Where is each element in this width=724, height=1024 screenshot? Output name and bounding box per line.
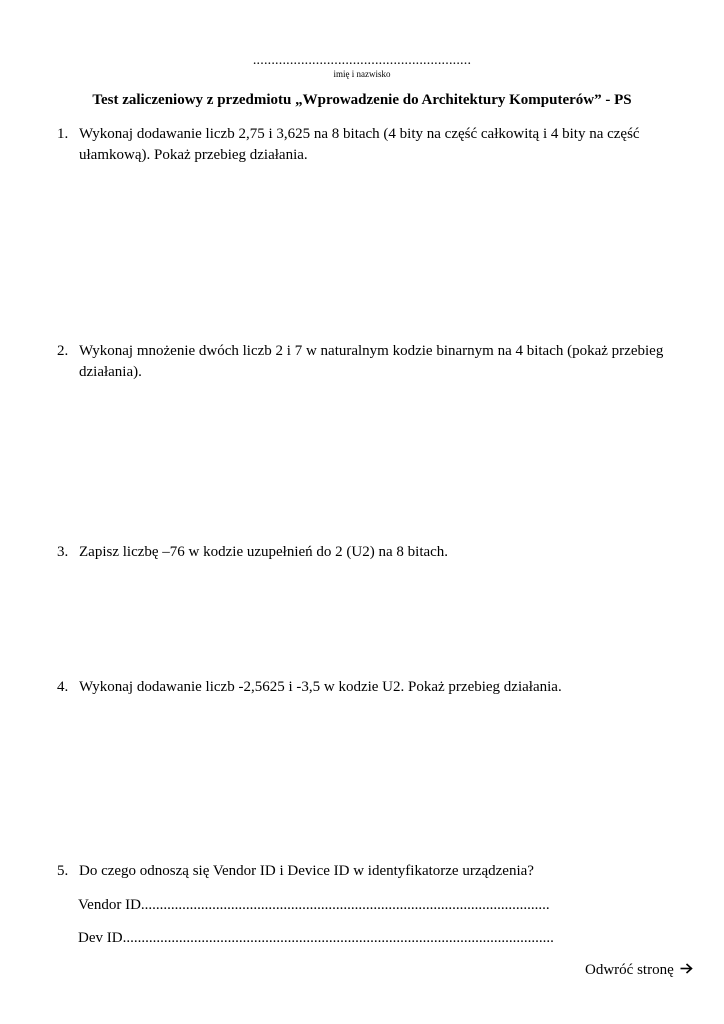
right-arrow-icon bbox=[680, 962, 693, 979]
question-number: 5. bbox=[57, 863, 69, 879]
question-number: 3. bbox=[57, 544, 69, 560]
turn-page-note bbox=[585, 962, 693, 979]
name-caption: imię i nazwisko bbox=[333, 69, 391, 79]
vendor-id-answer-line: Vendor ID............................................................................................................. bbox=[78, 897, 550, 913]
question-number: 4. bbox=[57, 679, 69, 695]
question-text: Wykonaj dodawanie liczb 2,75 i 3,625 na 8 bitach (4 bity na część całkowitą i 4 bity na część ułamkową). Pokaż przebieg działania. bbox=[79, 126, 640, 163]
question-number: 1. bbox=[57, 126, 69, 142]
question-number: 2. bbox=[57, 343, 69, 359]
name-line: ........................................................... bbox=[252, 53, 472, 68]
page-title: Test zaliczeniowy z przedmiotu „Wprowadzenie do Architektury Komputerów” - PS bbox=[92, 92, 632, 108]
question-text: Do czego odnoszą się Vendor ID i Device ID w identyfikatorze urządzenia? bbox=[79, 863, 534, 879]
question-text: Wykonaj mnożenie dwóch liczb 2 i 7 w naturalnym kodzie binarnym na 4 bitach (pokaż przebieg działania). bbox=[79, 343, 664, 380]
turn-page-label: Odwróć stronę bbox=[585, 962, 674, 978]
dev-id-answer-line: Dev ID................................................................................................................... bbox=[78, 930, 554, 946]
question-text: Wykonaj dodawanie liczb -2,5625 i -3,5 w kodzie U2. Pokaż przebieg działania. bbox=[79, 679, 562, 695]
question-text: Zapisz liczbę –76 w kodzie uzupełnień do 2 (U2) na 8 bitach. bbox=[79, 544, 449, 560]
